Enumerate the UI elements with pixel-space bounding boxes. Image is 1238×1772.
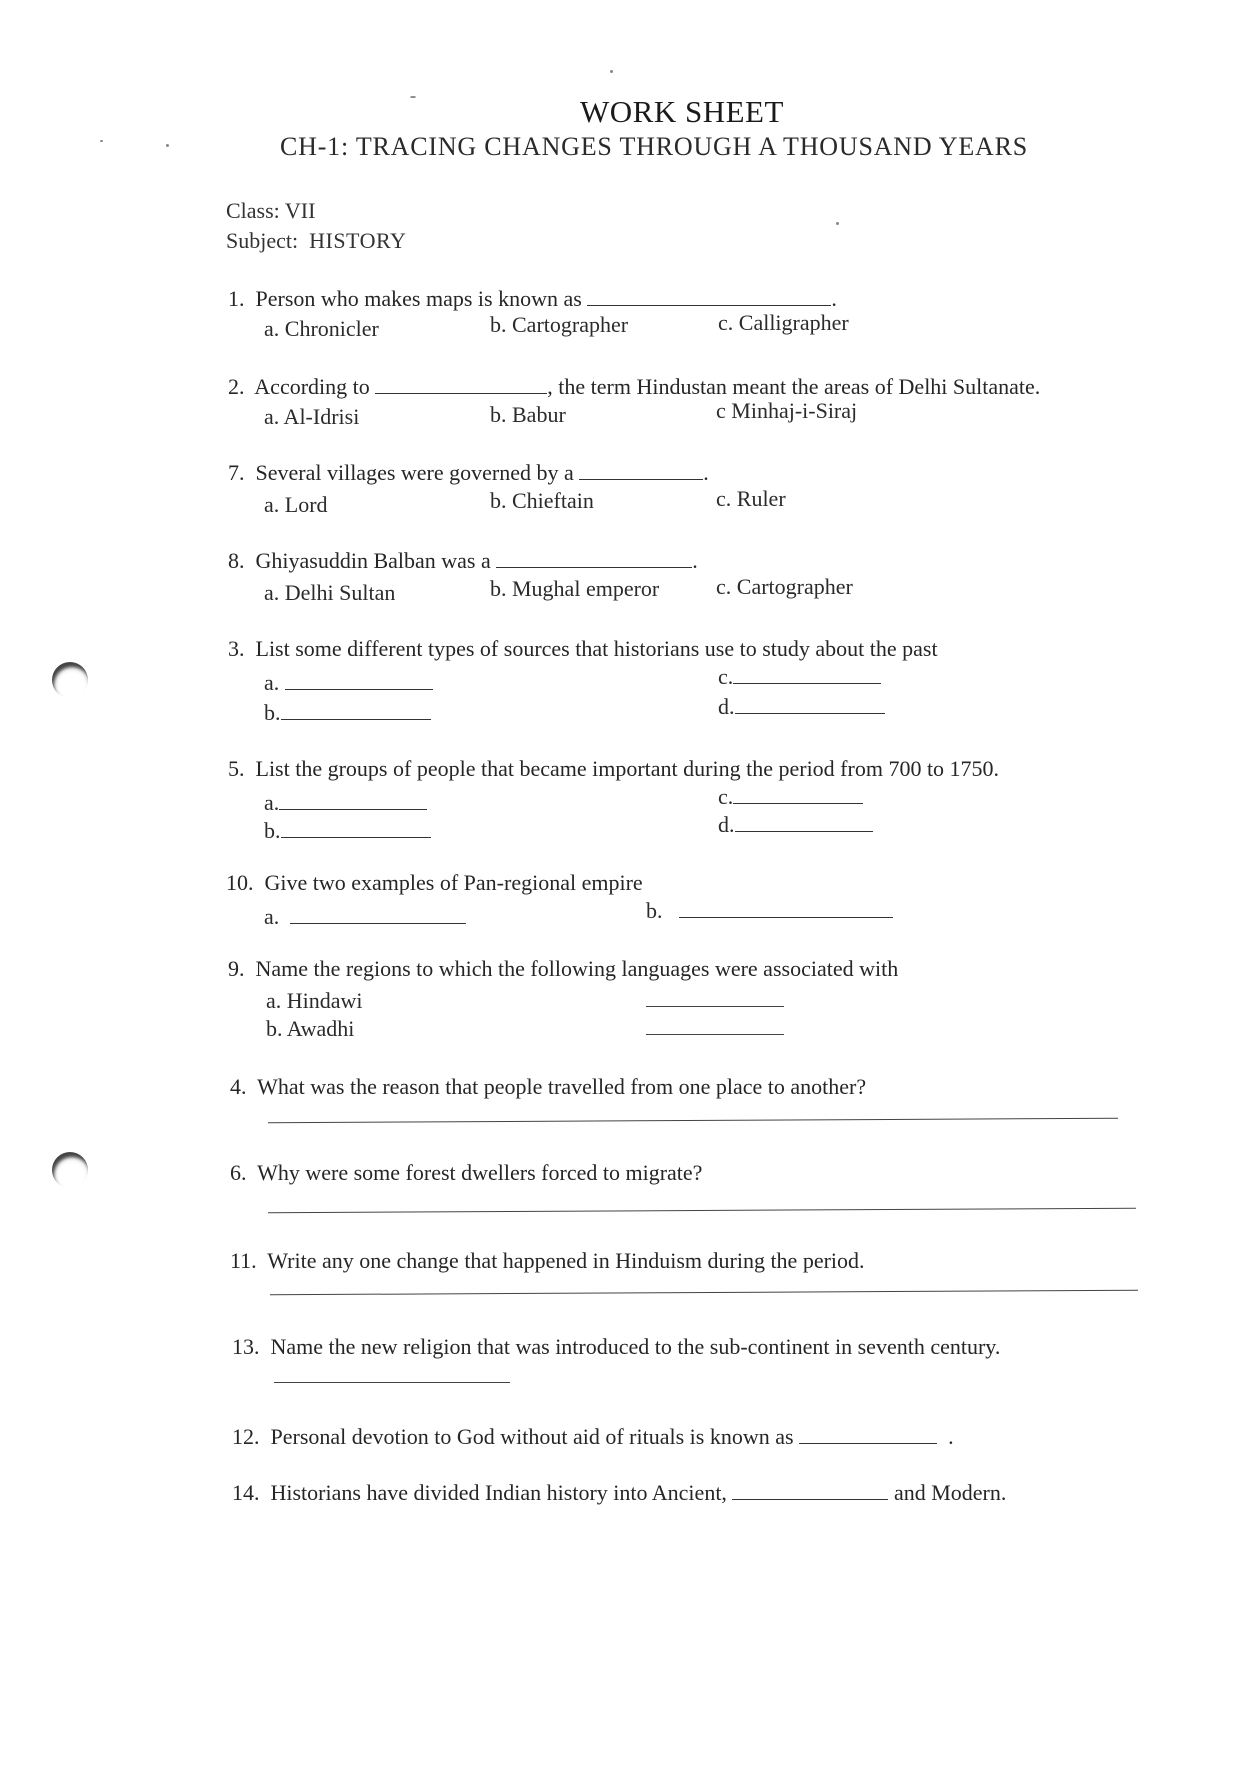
answer-a: a. bbox=[264, 904, 466, 930]
option-c: c. Cartographer bbox=[716, 574, 853, 599]
scan-speck bbox=[410, 96, 416, 98]
answer-b: b. bbox=[264, 700, 431, 726]
question-text: Person who makes maps is known as bbox=[255, 286, 582, 311]
option-b: b. Cartographer bbox=[490, 312, 629, 337]
answer-blank[interactable] bbox=[733, 665, 881, 684]
answer-blank[interactable] bbox=[735, 695, 885, 714]
question-5 bbox=[228, 756, 999, 782]
question-text: Several villages were governed by a bbox=[255, 460, 574, 485]
question-text: Name the regions to which the following languages were associated with bbox=[255, 956, 899, 981]
answer-line[interactable] bbox=[646, 1034, 784, 1035]
question-text: Give two examples of Pan-regional empire bbox=[264, 870, 643, 895]
option-a: a. Lord bbox=[264, 492, 328, 517]
subject-line bbox=[226, 228, 406, 254]
scan-speck bbox=[610, 70, 613, 73]
answer-a: a. bbox=[264, 790, 427, 816]
question-10 bbox=[226, 870, 643, 896]
question-1: 1. Person who makes maps is known as . bbox=[228, 286, 837, 311]
punch-hole-top bbox=[52, 662, 88, 698]
language-item: b. Awadhi bbox=[266, 1016, 355, 1041]
option-c: c. Calligrapher bbox=[718, 310, 849, 335]
answer-d: d. bbox=[718, 812, 873, 838]
question-number: 11. bbox=[230, 1248, 257, 1273]
question-text: Why were some forest dwellers forced to migrate? bbox=[257, 1160, 703, 1185]
answer-line[interactable] bbox=[268, 1208, 1136, 1214]
answer-line[interactable] bbox=[270, 1290, 1138, 1296]
option-b: b. Chieftain bbox=[490, 488, 594, 513]
language-item: a. Hindawi bbox=[266, 988, 363, 1013]
answer-c: c. bbox=[718, 784, 863, 810]
scan-speck bbox=[836, 222, 839, 225]
answer-b: b. bbox=[646, 898, 893, 924]
question-12: 12. Personal devotion to God without aid of rituals is known as . bbox=[232, 1424, 954, 1449]
subject-label: Subject: bbox=[226, 228, 299, 253]
class-value: VII bbox=[284, 198, 316, 223]
answer-b: b. bbox=[264, 818, 431, 844]
answer-blank[interactable] bbox=[279, 791, 427, 810]
option-a: a. Delhi Sultan bbox=[264, 580, 396, 605]
scan-speck bbox=[166, 144, 169, 147]
answer-blank[interactable] bbox=[579, 461, 703, 480]
question-number: 4. bbox=[230, 1074, 247, 1099]
punch-hole-bottom bbox=[52, 1152, 88, 1188]
answer-blank[interactable] bbox=[281, 701, 431, 720]
question-9 bbox=[228, 956, 898, 982]
question-number: 5. bbox=[228, 756, 245, 781]
subject-value: HISTORY bbox=[309, 228, 407, 253]
question-4 bbox=[230, 1074, 866, 1100]
question-text-before: Historians have divided Indian history into Ancient, bbox=[270, 1480, 727, 1505]
question-number: 2. bbox=[228, 374, 245, 399]
question-2 bbox=[228, 374, 1040, 400]
question-number: 8. bbox=[228, 548, 245, 573]
answer-blank[interactable] bbox=[375, 375, 547, 394]
answer-line[interactable] bbox=[646, 1006, 784, 1007]
option-a: a. Al-Idrisi bbox=[264, 404, 360, 429]
question-number: 3. bbox=[228, 636, 245, 661]
worksheet-title: WORK SHEET bbox=[580, 94, 784, 129]
question-14 bbox=[232, 1480, 1006, 1506]
answer-blank[interactable] bbox=[735, 813, 873, 832]
answer-blank[interactable] bbox=[587, 287, 831, 306]
question-13 bbox=[232, 1334, 1000, 1360]
answer-blank[interactable] bbox=[679, 899, 893, 918]
answer-blank[interactable] bbox=[285, 671, 433, 690]
question-8: 8. Ghiyasuddin Balban was a . bbox=[228, 548, 698, 573]
answer-blank[interactable] bbox=[799, 1425, 937, 1444]
question-number: 13. bbox=[232, 1334, 260, 1359]
option-a: a. Chronicler bbox=[264, 316, 379, 341]
question-text: List some different types of sources that historians use to study about the past bbox=[255, 636, 938, 661]
question-number: 6. bbox=[230, 1160, 247, 1185]
question-number: 12. bbox=[232, 1424, 260, 1449]
chapter-title: CH-1: TRACING CHANGES THROUGH A THOUSAND YEARS bbox=[280, 132, 1029, 161]
question-3 bbox=[228, 636, 938, 662]
answer-blank[interactable] bbox=[732, 1481, 888, 1500]
question-text-after: , the term Hindustan meant the areas of Delhi Sultanate. bbox=[547, 374, 1041, 399]
question-number: 14. bbox=[232, 1480, 260, 1505]
question-text: List the groups of people that became important during the period from 700 to 1750. bbox=[255, 756, 1000, 781]
question-text: Write any one change that happened in Hinduism during the period. bbox=[267, 1248, 865, 1273]
question-text: What was the reason that people travelled from one place to another? bbox=[257, 1074, 867, 1099]
answer-blank[interactable] bbox=[733, 785, 863, 804]
answer-blank[interactable] bbox=[496, 549, 692, 568]
question-11 bbox=[230, 1248, 865, 1274]
answer-line[interactable] bbox=[274, 1382, 510, 1383]
class-line bbox=[226, 198, 315, 224]
question-text: Name the new religion that was introduced to the sub-continent in seventh century. bbox=[270, 1334, 1001, 1359]
question-text-before: According to bbox=[254, 374, 370, 399]
scan-speck bbox=[100, 140, 103, 142]
question-7: 7. Several villages were governed by a . bbox=[228, 460, 709, 485]
question-text: Personal devotion to God without aid of rituals is known as bbox=[270, 1424, 794, 1449]
question-number: 7. bbox=[228, 460, 245, 485]
option-b: b. Babur bbox=[490, 402, 566, 427]
answer-line[interactable] bbox=[268, 1118, 1118, 1123]
answer-a: a. bbox=[264, 670, 433, 696]
option-c: c. Ruler bbox=[716, 486, 786, 511]
question-text-after: and Modern. bbox=[893, 1480, 1007, 1505]
answer-blank[interactable] bbox=[281, 819, 431, 838]
answer-d: d. bbox=[718, 694, 885, 720]
option-c: c Minhaj-i-Siraj bbox=[716, 398, 858, 423]
question-text: Ghiyasuddin Balban was a bbox=[255, 548, 491, 573]
answer-c: c. bbox=[718, 664, 881, 690]
answer-blank[interactable] bbox=[290, 905, 466, 924]
question-6 bbox=[230, 1160, 702, 1186]
option-b: b. Mughal emperor bbox=[490, 576, 660, 601]
question-number: 1. bbox=[228, 286, 245, 311]
class-label: Class: bbox=[226, 198, 280, 223]
question-number: 9. bbox=[228, 956, 245, 981]
question-number: 10. bbox=[226, 870, 254, 895]
